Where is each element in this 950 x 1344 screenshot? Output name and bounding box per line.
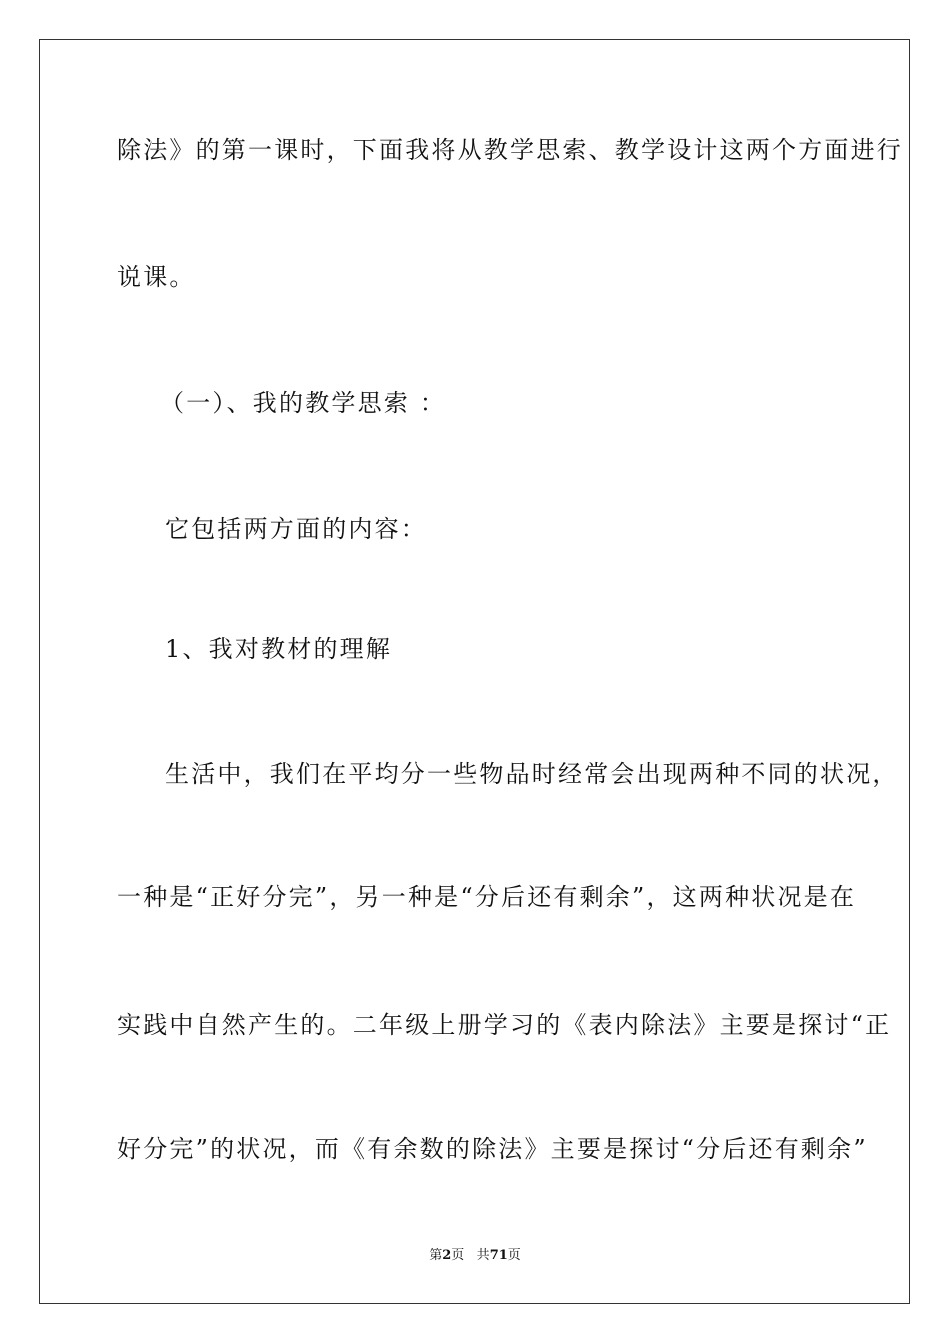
footer-page-number: 2 [442,1248,452,1263]
page-border [39,39,910,1304]
paragraph-line-6: 实践中自然产生的。二年级上册学习的《表内除法》主要是探讨“正 [117,1011,892,1039]
footer-total-pages: 71 [489,1248,508,1263]
paragraph-line-7: 好分完”的状况，而《有余数的除法》主要是探讨“分后还有剩余” [117,1135,868,1163]
footer-total-prefix: 共 [476,1248,490,1263]
footer-page-suffix: 页 [451,1248,465,1263]
paragraph-line-3: 它包括两方面的内容： [165,515,427,543]
page-footer [0,1247,950,1265]
paragraph-line-2: 说课。 [117,263,196,291]
paragraph-line-5: 一种是“正好分完”，另一种是“分后还有剩余”，这两种状况是在 [117,883,857,911]
paragraph-line-4: 生活中，我们在平均分一些物品时经常会出现两种不同的状况， [165,760,899,788]
footer-page-prefix: 第 [429,1248,443,1263]
footer-total-suffix: 页 [507,1248,521,1263]
subsection-heading: 1、我对教材的理解 [165,635,393,663]
paragraph-line-1: 除法》的第一课时，下面我将从教学思索、教学设计这两个方面进行 [117,136,903,164]
section-heading: （一）、我的教学思索 ： [160,389,447,417]
